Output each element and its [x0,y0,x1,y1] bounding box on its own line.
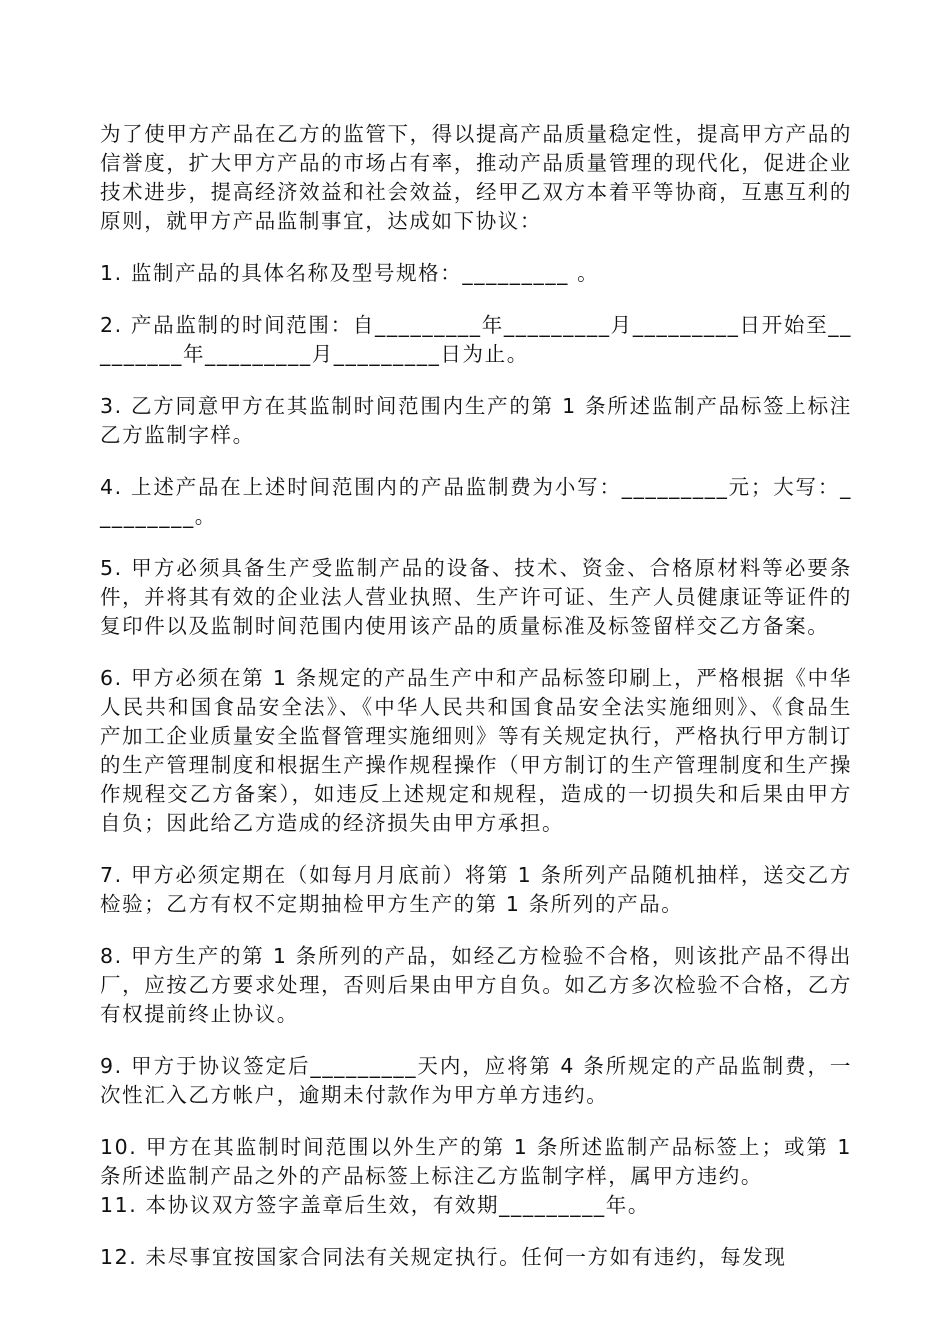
clause-3: 3. 乙方同意甲方在其监制时间范围内生产的第 1 条所述监制产品标签上标注乙方监制字样。 [100,394,852,447]
clause-4: 4. 上述产品在上述时间范围内的产品监制费为小写：_________元；大写：_________。 [100,475,852,528]
clause-5: 5. 甲方必须具备生产受监制产品的设备、技术、资金、合格原材料等必要条件，并将其有效的企业法人营业执照、生产许可证、生产人员健康证等证件的复印件以及监制时间范围内使用该产品的质量标准及标签留样交乙方备案。 [100,556,852,638]
clause-7: 7. 甲方必须定期在（如每月月底前）将第 1 条所列产品随机抽样，送交乙方检验；乙方有权不定期抽检甲方生产的第 1 条所列的产品。 [100,863,852,916]
clause-9: 9. 甲方于协议签定后_________天内，应将第 4 条所规定的产品监制费，一次性汇入乙方帐户，逾期未付款作为甲方单方违约。 [100,1054,852,1107]
intro-paragraph: 为了使甲方产品在乙方的监管下，得以提高产品质量稳定性，提高甲方产品的信誉度，扩大甲方产品的市场占有率，推动产品质量管理的现代化，促进企业技术进步，提高经济效益和社会效益，经甲乙双方本着平等协商，互惠互利的原则，就甲方产品监制事宜，达成如下协议： [100,122,852,233]
clause-10: 10. 甲方在其监制时间范围以外生产的第 1 条所述监制产品标签上；或第 1 条所述监制产品之外的产品标签上标注乙方监制字样，属甲方违约。 [100,1135,861,1188]
clause-6: 6. 甲方必须在第 1 条规定的产品生产中和产品标签印刷上，严格根据《中华人民共和国食品安全法》、《中华人民共和国食品安全法实施细则》、《食品生产加工企业质量安全监督管理实施细则》等有关规定执行，严格执行甲方制订的生产管理制度和根据生产操作规程操作（甲方制订的生产管理制度和生产操作规程交乙方备案），如违反上述规定和规程，造成的一切损失和后果由甲方自负；因此给乙方造成的经济损失由甲方承担。 [100,666,852,835]
contract-document [100,120,861,1295]
clause-8: 8. 甲方生产的第 1 条所列的产品，如经乙方检验不合格，则该批产品不得出厂，应按乙方要求处理，否则后果由甲方自负。如乙方多次检验不合格，乙方有权提前终止协议。 [100,944,852,1026]
clause-11: 11. 本协议双方签字盖章后生效，有效期_________年。 [100,1193,650,1217]
clause-2: 2. 产品监制的时间范围：自_________年_________月_________日开始至_________年_________月_________日为止。 [100,313,852,366]
clause-12: 12. 未尽事宜按国家合同法有关规定执行。任何一方如有违约，每发现 [100,1245,787,1269]
clause-1: 1. 监制产品的具体名称及型号规格：_________ 。 [100,261,600,285]
